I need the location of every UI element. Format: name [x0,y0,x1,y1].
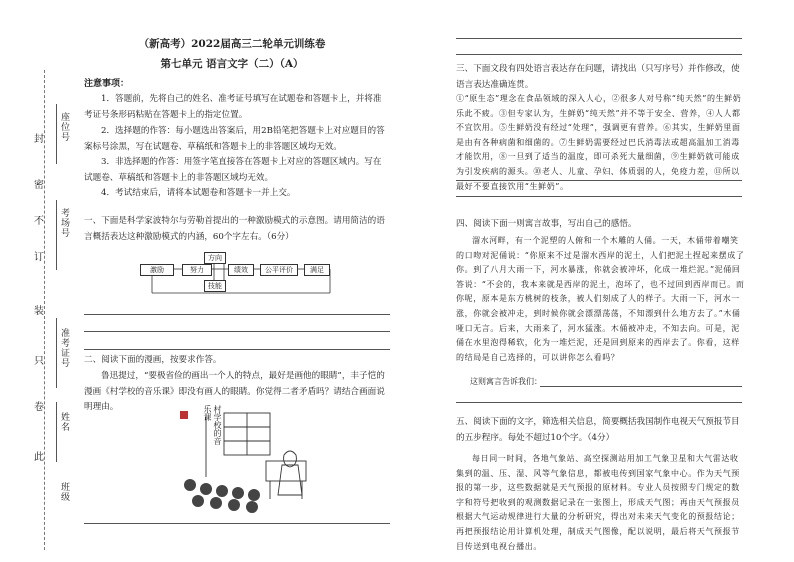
seal-char: 此 [34,452,44,463]
node-direction: 方向 [204,252,226,264]
cartoon-music-class [166,403,316,515]
answer-line [456,180,742,181]
note-2: 2．选择题的作答：每小题选出答案后，用2B铅笔把答题卡上对应题目的答案标号涂黑，写在试题卷、草稿纸和答题卡上的非答题区域均无效。 [84,126,385,152]
seat-number-label: 座位号 [59,112,69,142]
question-4-heading: 四、阅读下面一则寓言故事，写出自己的感悟。 [456,219,637,229]
node-skill: 技能 [204,280,226,292]
question-2-body: 鲁迅提过，“要极省俭的画出一个人的特点，最好是画他的眼睛”，丰子恺的漫画《村学校的音乐课》即没有画人的眼睛。你觉得二者矛盾吗？请结合画面说明理由。 [84,371,385,412]
answer-line [84,523,390,524]
fill-line-admission [56,318,57,388]
question-5-body: 每日同一时间，各地气象站、高空探测站用加工气象卫星和大气雷达收集到的温、压、湿、风等气象信息，都被电传到国家气象中心。作为天气预报的第一步，这些数据就是天气预报的原材料。专业人员按照专门规定的数字和符号把收到的观测数据记录在一张图上，形成天气图；再由天气预报员根据大气运动规律进行大量的分析研究，得出对未来天气变化的预报结论；再把预报结论用计算机处理，制成天气图像，配以说明，最后将天气预报节目传送到电视台播出。 [456,454,740,551]
question-5-heading: 五、阅读下面的文字，筛选相关信息，简要概括我国制作电视天气预报节目的五步程序。每处不超过10个字。（4分） [456,417,740,443]
answer-line [84,331,390,332]
question-3-heading: 三、下面文段有四处语言表达存在问题，请找出（只写序号）并作修改，使语言表达准确连贯。 [456,64,740,90]
note-3: 3．非选择题的作答：用签字笔直接答在答题卡上对应的答题区域内。写在试题卷、草稿纸和答题卡上的非答题区域均无效。 [84,157,382,183]
answer-line [456,38,742,39]
paper-subtitle: 第七单元 语言文字（二）（A） [160,58,304,70]
exam-room-label: 考场号 [59,208,69,238]
node-incentive: 激励 [140,264,174,276]
question-1: 一、下面是科学家波特尔与劳勒首提出的一种激励模式的示意图。请用简洁的语言概括表达这种激励模式的内涵，60个字左右。（6分） [84,216,385,242]
notes-heading: 注意事项： [84,79,130,89]
fill-line-seat [56,104,57,164]
seal-char: 不 [34,216,44,227]
incentive-diagram [140,249,340,299]
question-3-body: ①“原生态”理念在食品领域的深入人心，②很多人对号称“纯天然”的生鲜奶乐此不疲。③但专家认为，生鲜奶“纯天然”并不等于安全、营养，④人人都不宜饮用。⑤生鲜奶没有经过“处理”，强调更有营养。⑥其实，生鲜奶里面是由有各种病菌和细菌的。⑦生鲜奶需要经过巴氏消毒法或超高温加工消毒才能饮用，⑧一旦到了适当的温度，即可杀死大量细菌，⑨生鲜奶就可能成为引发疾病的源头。⑩老人、儿童、孕妇、体质弱的人，免疫力差，⑪所以最好不要直接饮用“生鲜奶”。 [456,94,742,191]
node-satisfaction: 满足 [304,264,330,276]
binding-dash-line [44,70,45,550]
seal-char: 订 [34,252,44,263]
answer-line [84,314,390,315]
class-label: 班级 [59,482,69,502]
seal-char: 卷 [34,402,44,413]
answer-line [456,402,742,403]
answer-line [456,54,742,55]
q4-answer-label: 这则寓言告诉我们： [470,377,542,386]
question-2-heading: 二、阅读下面的漫画，按要求作答。 [84,355,222,365]
answer-line [84,349,390,350]
fill-line-room [56,200,57,270]
seal-char: 只 [34,356,44,367]
paper-title: （新高考）2022届高三二轮单元训练卷 [138,38,326,50]
question-4-body: 溜水河畔，有一个泥塑的人俯和一个木雕的人俑。一天，木俑带着嘲笑的口吻对泥俑说：“你原来不过是溜水西岸的泥土，人们把泥土捏起来摆成了你。到了八月大雨一下，河水暴涨，你就会被冲坏，化成一堆烂泥。”泥俑回答说：“不会的，我本来就是西岸的泥土，泡坏了，也不过回到西岸而已。而你呢，原本是东方桃树的枝条，被人们刻成了人的样子。大雨一下，河水一涨，你就会被冲走，到时候你就会漂漂荡荡，不知漂到什么地方去了。”木俑哑口无言。后来，大雨来了，河水猛涨。木俑被冲走，不知去向。可是，泥俑在水里泡得稀软，化为一堆烂泥，还是回到原来的西岸去了。你看，这样的结局是自己选择的，可以讲你怎么看吗？ [456,236,745,362]
name-label: 姓名 [59,412,69,432]
answer-line[interactable] [540,386,742,387]
node-effort: 努力 [182,264,212,276]
seal-char: 封 [34,134,44,145]
node-performance: 绩效 [228,264,254,276]
admission-number-label: 准考证号 [59,328,69,368]
answer-line [456,196,742,197]
cartoon-caption: 村学校的音乐课 [203,405,222,445]
seal-char: 装 [34,306,44,317]
node-fair-evaluation: 公平评价 [260,264,298,276]
fill-line-name [56,402,57,462]
note-4: 4．考试结束后，请将本试题卷和答题卡一并上交。 [101,188,296,198]
seal-char: 密 [34,180,44,191]
note-1: 1．答题前，先将自己的姓名、准考证号填写在试题卷和答题卡上，并将准考证号条形码粘贴在答题卡上的指定位置。 [84,94,382,120]
